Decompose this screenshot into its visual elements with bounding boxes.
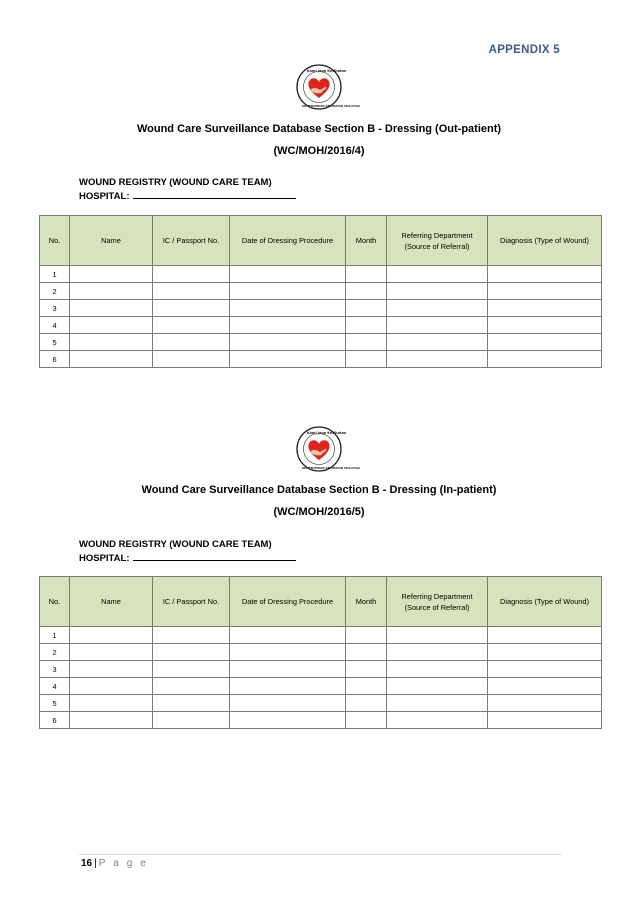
column-header-date: Date of Dressing Procedure bbox=[230, 216, 346, 266]
section2-registry-table bbox=[39, 576, 602, 729]
table-row bbox=[40, 283, 602, 300]
cell-ic[interactable] bbox=[153, 266, 230, 283]
cell-name[interactable] bbox=[70, 266, 153, 283]
row-number: 2 bbox=[40, 283, 70, 300]
section1-title: Wound Care Surveillance Database Section B - Dressing (Out-patient) bbox=[136, 123, 502, 135]
svg-text:Kami Jaga Kesihatan: Kami Jaga Kesihatan bbox=[307, 69, 347, 73]
cell-diagnosis[interactable] bbox=[488, 266, 602, 283]
cell-name[interactable] bbox=[70, 300, 153, 317]
page-number: 16 bbox=[81, 858, 93, 869]
table-row bbox=[40, 712, 602, 729]
cell-month[interactable] bbox=[346, 317, 387, 334]
cell-month[interactable] bbox=[346, 678, 387, 695]
column-header-diagnosis: Diagnosis (Type of Wound) bbox=[488, 216, 602, 266]
cell-diagnosis[interactable] bbox=[488, 351, 602, 368]
cell-month[interactable] bbox=[346, 712, 387, 729]
table-row bbox=[40, 695, 602, 712]
cell-ic[interactable] bbox=[153, 712, 230, 729]
cell-month[interactable] bbox=[346, 283, 387, 300]
table-header-row bbox=[40, 216, 602, 266]
cell-name[interactable] bbox=[70, 678, 153, 695]
cell-date[interactable] bbox=[230, 627, 346, 644]
cell-referring[interactable] bbox=[387, 712, 488, 729]
cell-referring[interactable] bbox=[387, 283, 488, 300]
cell-date[interactable] bbox=[230, 283, 346, 300]
cell-name[interactable] bbox=[70, 644, 153, 661]
column-header-diagnosis: Diagnosis (Type of Wound) bbox=[488, 577, 602, 627]
table-row bbox=[40, 300, 602, 317]
table-row bbox=[40, 351, 602, 368]
row-number: 3 bbox=[40, 300, 70, 317]
cell-referring[interactable] bbox=[387, 627, 488, 644]
cell-referring[interactable] bbox=[387, 266, 488, 283]
cell-ic[interactable] bbox=[153, 661, 230, 678]
cell-ic[interactable] bbox=[153, 678, 230, 695]
section2-hospital-field[interactable] bbox=[133, 551, 296, 561]
row-number: 6 bbox=[40, 351, 70, 368]
column-header-referring: Referring Department (Source of Referral) bbox=[387, 577, 488, 627]
section1-registry-table bbox=[39, 215, 602, 368]
column-header-month: Month bbox=[346, 216, 387, 266]
column-header-referring: Referring Department (Source of Referral) bbox=[387, 216, 488, 266]
cell-name[interactable] bbox=[70, 627, 153, 644]
section2-title: Wound Care Surveillance Database Section B - Dressing (In-patient) bbox=[141, 484, 497, 496]
cell-referring[interactable] bbox=[387, 661, 488, 678]
cell-referring[interactable] bbox=[387, 317, 488, 334]
row-number: 6 bbox=[40, 712, 70, 729]
cell-date[interactable] bbox=[230, 695, 346, 712]
column-header-month: Month bbox=[346, 577, 387, 627]
row-number: 4 bbox=[40, 678, 70, 695]
cell-diagnosis[interactable] bbox=[488, 695, 602, 712]
section2-code: (WC/MOH/2016/5) bbox=[273, 506, 365, 518]
cell-diagnosis[interactable] bbox=[488, 678, 602, 695]
cell-name[interactable] bbox=[70, 283, 153, 300]
page-label: P a g e bbox=[98, 858, 149, 869]
row-number: 5 bbox=[40, 334, 70, 351]
cell-month[interactable] bbox=[346, 300, 387, 317]
cell-diagnosis[interactable] bbox=[488, 661, 602, 678]
cell-month[interactable] bbox=[346, 351, 387, 368]
section1-hospital-field[interactable] bbox=[133, 189, 296, 199]
cell-diagnosis[interactable] bbox=[488, 317, 602, 334]
cell-date[interactable] bbox=[230, 644, 346, 661]
footer-divider bbox=[79, 854, 562, 855]
column-header-name: Name bbox=[70, 577, 153, 627]
svg-text:KEMENTERIAN KESIHATAN MALAYSIA: KEMENTERIAN KESIHATAN MALAYSIA bbox=[302, 104, 361, 108]
cell-diagnosis[interactable] bbox=[488, 334, 602, 351]
cell-date[interactable] bbox=[230, 661, 346, 678]
cell-date[interactable] bbox=[230, 300, 346, 317]
cell-diagnosis[interactable] bbox=[488, 283, 602, 300]
row-number: 2 bbox=[40, 644, 70, 661]
cell-date[interactable] bbox=[230, 678, 346, 695]
cell-diagnosis[interactable] bbox=[488, 644, 602, 661]
section1-registry-block bbox=[79, 177, 296, 203]
cell-referring[interactable] bbox=[387, 678, 488, 695]
cell-month[interactable] bbox=[346, 695, 387, 712]
svg-text:KEMENTERIAN KESIHATAN MALAYSIA: KEMENTERIAN KESIHATAN MALAYSIA bbox=[302, 466, 361, 470]
cell-date[interactable] bbox=[230, 334, 346, 351]
appendix-label: APPENDIX 5 bbox=[488, 44, 560, 56]
column-header-no: No. bbox=[40, 216, 70, 266]
cell-name[interactable] bbox=[70, 334, 153, 351]
table-row bbox=[40, 678, 602, 695]
ministry-logo-icon bbox=[294, 425, 361, 473]
cell-date[interactable] bbox=[230, 317, 346, 334]
section2-hospital-label: HOSPITAL: bbox=[79, 553, 130, 564]
cell-ic[interactable] bbox=[153, 644, 230, 661]
cell-referring[interactable] bbox=[387, 695, 488, 712]
page-footer bbox=[81, 858, 148, 869]
cell-referring[interactable] bbox=[387, 644, 488, 661]
table-row bbox=[40, 627, 602, 644]
table-row bbox=[40, 661, 602, 678]
table-row bbox=[40, 644, 602, 661]
section2-registry-block bbox=[79, 539, 296, 565]
cell-referring[interactable] bbox=[387, 300, 488, 317]
cell-month[interactable] bbox=[346, 334, 387, 351]
column-header-ic: IC / Passport No. bbox=[153, 577, 230, 627]
cell-ic[interactable] bbox=[153, 627, 230, 644]
footer-separator: | bbox=[94, 858, 97, 869]
svg-text:Kami Jaga Kesihatan: Kami Jaga Kesihatan bbox=[307, 431, 347, 435]
row-number: 4 bbox=[40, 317, 70, 334]
cell-ic[interactable] bbox=[153, 351, 230, 368]
cell-name[interactable] bbox=[70, 695, 153, 712]
row-number: 5 bbox=[40, 695, 70, 712]
row-number: 1 bbox=[40, 266, 70, 283]
cell-ic[interactable] bbox=[153, 300, 230, 317]
cell-month[interactable] bbox=[346, 644, 387, 661]
table-row bbox=[40, 266, 602, 283]
table-row bbox=[40, 334, 602, 351]
cell-diagnosis[interactable] bbox=[488, 712, 602, 729]
cell-referring[interactable] bbox=[387, 351, 488, 368]
section1-registry-label: WOUND REGISTRY (WOUND CARE TEAM) bbox=[79, 177, 272, 188]
table-row bbox=[40, 317, 602, 334]
column-header-name: Name bbox=[70, 216, 153, 266]
column-header-ic: IC / Passport No. bbox=[153, 216, 230, 266]
cell-ic[interactable] bbox=[153, 317, 230, 334]
cell-ic[interactable] bbox=[153, 283, 230, 300]
column-header-no: No. bbox=[40, 577, 70, 627]
cell-date[interactable] bbox=[230, 351, 346, 368]
column-header-date: Date of Dressing Procedure bbox=[230, 577, 346, 627]
cell-date[interactable] bbox=[230, 266, 346, 283]
cell-name[interactable] bbox=[70, 317, 153, 334]
cell-date[interactable] bbox=[230, 712, 346, 729]
cell-ic[interactable] bbox=[153, 334, 230, 351]
section2-registry-label: WOUND REGISTRY (WOUND CARE TEAM) bbox=[79, 539, 272, 550]
cell-month[interactable] bbox=[346, 661, 387, 678]
row-number: 1 bbox=[40, 627, 70, 644]
table-header-row bbox=[40, 577, 602, 627]
section1-code: (WC/MOH/2016/4) bbox=[273, 145, 365, 157]
row-number: 3 bbox=[40, 661, 70, 678]
section1-hospital-label: HOSPITAL: bbox=[79, 191, 130, 202]
ministry-logo-icon bbox=[294, 63, 361, 111]
cell-name[interactable] bbox=[70, 661, 153, 678]
cell-referring[interactable] bbox=[387, 334, 488, 351]
cell-name[interactable] bbox=[70, 351, 153, 368]
cell-month[interactable] bbox=[346, 627, 387, 644]
cell-diagnosis[interactable] bbox=[488, 627, 602, 644]
cell-month[interactable] bbox=[346, 266, 387, 283]
cell-name[interactable] bbox=[70, 712, 153, 729]
cell-diagnosis[interactable] bbox=[488, 300, 602, 317]
cell-ic[interactable] bbox=[153, 695, 230, 712]
